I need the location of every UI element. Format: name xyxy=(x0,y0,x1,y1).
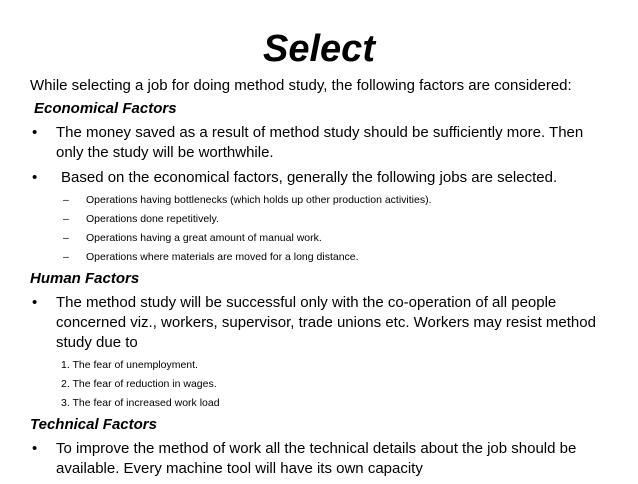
human-bullet xyxy=(30,293,630,353)
technical-heading: Technical Factors xyxy=(30,416,157,433)
sub-item-2 xyxy=(30,212,630,226)
sub-item-3 xyxy=(30,231,630,245)
bullet-marker: • xyxy=(32,294,38,311)
technical-bullet xyxy=(30,439,630,479)
dash-marker: – xyxy=(63,213,69,225)
sub-item-text: Operations having a great amount of manual work. xyxy=(86,232,322,244)
bullet-line: only the study will be worthwhile. xyxy=(56,144,274,161)
sub-item-1 xyxy=(30,193,630,207)
numbered-item-2: 2. The fear of reduction in wages. xyxy=(61,378,217,390)
slide-title: Select xyxy=(263,28,375,70)
bullet-marker: • xyxy=(32,124,38,141)
bullet-line: available. Every machine tool will have its own capacity xyxy=(56,460,423,477)
dash-marker: – xyxy=(63,194,69,206)
dash-marker: – xyxy=(63,232,69,244)
intro-text: While selecting a job for doing method study, the following factors are considered: xyxy=(30,77,572,94)
dash-marker: – xyxy=(63,251,69,263)
slide-content xyxy=(30,76,630,484)
sub-item-text: Operations done repetitively. xyxy=(86,213,219,225)
economical-heading: Economical Factors xyxy=(34,100,177,117)
bullet-line: study due to xyxy=(56,334,138,351)
bullet-line: To improve the method of work all the technical details about the job should be xyxy=(56,440,577,457)
bullet-line: Based on the economical factors, generally the following jobs are selected. xyxy=(61,169,558,186)
economical-bullet-1 xyxy=(30,123,630,163)
sub-item-4 xyxy=(30,250,630,264)
bullet-marker: • xyxy=(32,440,38,457)
bullet-line: The method study will be successful only with the co-operation of all people xyxy=(56,294,557,311)
human-heading: Human Factors xyxy=(30,270,140,287)
bullet-marker: • xyxy=(32,169,38,186)
bullet-line: concerned viz., workers, supervisor, trade unions etc. Workers may resist method xyxy=(56,314,596,331)
sub-item-text: Operations having bottlenecks (which holds up other production activities). xyxy=(86,194,432,206)
numbered-item-3: 3. The fear of increased work load xyxy=(61,397,220,409)
numbered-item-1: 1. The fear of unemployment. xyxy=(61,359,198,371)
economical-bullet-2 xyxy=(30,168,630,188)
sub-item-text: Operations where materials are moved for a long distance. xyxy=(86,251,359,263)
bullet-line: The money saved as a result of method study should be sufficiently more. Then xyxy=(56,124,584,141)
